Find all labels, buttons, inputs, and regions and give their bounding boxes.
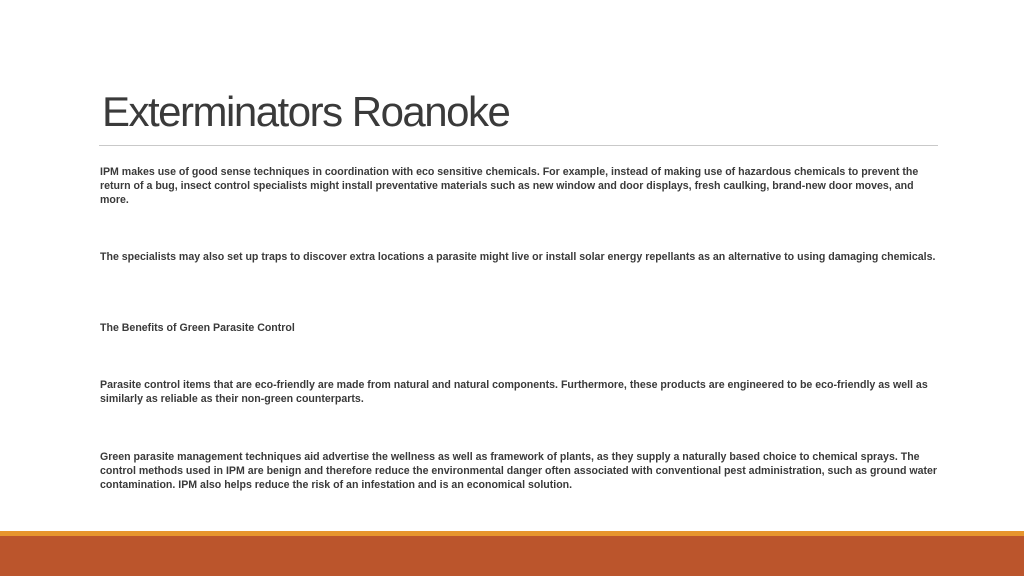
paragraph-traps: The specialists may also set up traps to discover extra locations a parasite might live or install solar energy repellants as an alternative to using damaging chemicals. (100, 251, 936, 263)
slide-title: Exterminators Roanoke (102, 88, 510, 135)
title-divider (99, 145, 938, 146)
paragraph-ipm-techniques: IPM makes use of good sense techniques in coordination with eco sensitive chemicals. For example, instead of making use of hazardous chemicals to prevent the return of a bug, insect control specialists might install preventative materials such as new window and door displays, fresh caulking, brand-new door moves, and more. (100, 166, 919, 207)
paragraph-eco-friendly-items: Parasite control items that are eco-friendly are made from natural and natural components. Furthermore, these products are engineered to be eco-friendly as well as similarly as reliable as their non-green counterparts. (100, 379, 928, 406)
footer-bar (0, 536, 1024, 576)
paragraph-green-management: Green parasite management techniques aid advertise the wellness as well as framework of plants, as they supply a naturally based choice to chemical sprays. The control methods used in IPM are benign and therefore reduce the environmental danger often associated with conventional pest administration, such as ground water contamination. IPM also helps reduce the risk of an infestation and is an economical solution. (100, 451, 938, 492)
paragraph-benefits-heading: The Benefits of Green Parasite Control (100, 322, 295, 334)
